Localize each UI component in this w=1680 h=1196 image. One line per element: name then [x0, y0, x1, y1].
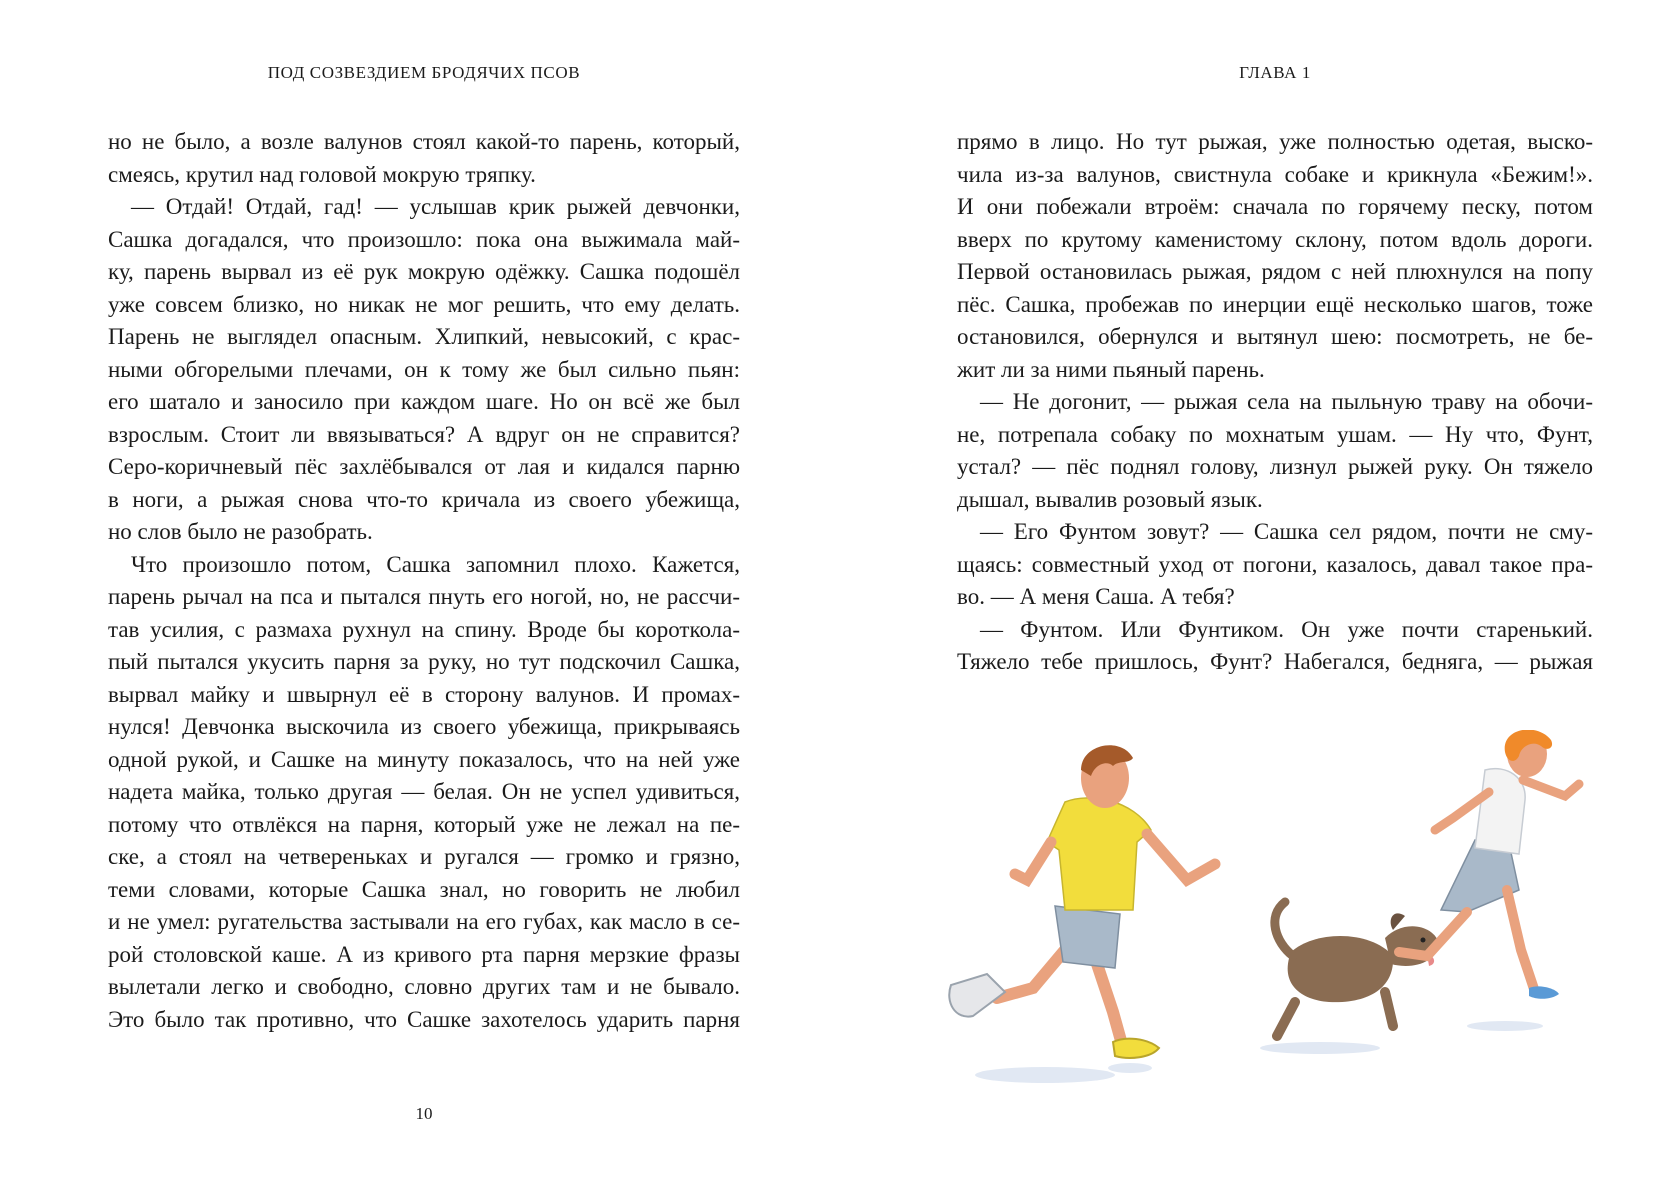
text-line: парень рычал на пса и пытался пнуть его ногой, но, не рассчи-: [108, 584, 740, 609]
text-line: И они побежали втроём: сначала по горячему песку, потом: [957, 194, 1593, 219]
text-line: пый пытался укусить парня за руку, но тут подскочил Сашка,: [108, 649, 740, 674]
text-line: надета майка, только другая — белая. Он не успел удивиться,: [108, 779, 740, 804]
text-line: ными обгорелыми плечами, он к тому же был сильно пьян:: [108, 356, 740, 382]
text-line: вверх по крутому каменистому склону, потом вдоль дороги.: [957, 226, 1593, 252]
text-line: Что произошло потом, Сашка запомнил плохо. Кажется,: [131, 551, 740, 577]
right-page: [840, 0, 1680, 1196]
text-line: дышал, вывалив розовый язык.: [957, 486, 1263, 512]
text-line: потому что отвлёкся на парня, который уже не лежал на пе-: [108, 811, 740, 837]
text-line: но слов было не разобрать.: [108, 519, 373, 544]
text-line: тав усилия, с размаха рухнул на спину. Вроде бы коротколa-: [108, 616, 740, 642]
text-line: во. — А меня Саша. А тебя?: [957, 584, 1235, 609]
text-line: ске, а стоял на четвереньках и ругался — громко и грязно,: [108, 844, 740, 869]
text-line: но не было, а возле валунов стоял какой-то парень, который,: [108, 129, 740, 154]
running-children-illustration: [915, 730, 1605, 1110]
text-line: пёс. Сашка, пробежав по инерции ещё несколько шагов, тоже: [957, 291, 1593, 317]
text-line: его шатало и заносило при каждом шаге. Но он всё же был: [108, 389, 740, 414]
dog-figure: [1275, 902, 1439, 1036]
running-head-book-title: ПОД СОЗВЕЗДИЕМ БРОДЯЧИХ ПСОВ: [267, 63, 581, 82]
text-line: одной рукой, и Сашке на минуту показалось, что на ней уже: [108, 746, 740, 772]
text-line: — Не догонит, — рыжая села на пыльную траву на обочи-: [980, 389, 1593, 414]
text-line: смеясь, крутил над головой мокрую тряпку.: [108, 161, 536, 187]
boy-figure: [949, 745, 1215, 1058]
text-line: Сашка догадался, что произошло: пока она выжимала май-: [108, 226, 740, 252]
text-line: уже совсем близко, но никак не мог решить, что ему делать.: [108, 291, 740, 317]
text-line: в ноги, а рыжая снова что-то кричала из своего убежища,: [108, 486, 740, 512]
text-line: щаясь: совместный уход от погони, казалось, давал такое пра-: [957, 551, 1593, 577]
text-line: — Его Фунтом зовут? — Сашка сел рядом, почти не сму-: [980, 519, 1593, 544]
text-line: нулся! Девчонка выскочила из своего убежища, прикрываясь: [108, 714, 740, 739]
text-line: не, потрепала собаку по мохнатым ушам. — Ну что, Фунт,: [957, 421, 1593, 447]
text-line: ку, парень вырвал из её рук мокрую одёжку. Сашка подошёл: [108, 259, 740, 284]
text-line: вылетали легко и свободно, словно других там и не бывало.: [108, 974, 740, 999]
text-line: — Фунтом. Или Фунтиком. Он уже почти старенький.: [980, 616, 1593, 642]
page-number: 10: [415, 1104, 433, 1123]
running-head-chapter: ГЛАВА 1: [1239, 63, 1311, 82]
text-line: Тяжело тебе пришлось, Фунт? Набегался, бедняга, — рыжая: [957, 649, 1593, 674]
text-line: Первой остановилась рыжая, рядом с ней плюхнулся на попу: [957, 259, 1593, 284]
text-line: остановился, обернулся и вытянул шею: посмотреть, не бе-: [957, 324, 1593, 349]
left-text-block: [108, 126, 740, 1036]
text-line: жит ли за ними пьяный парень.: [957, 356, 1265, 382]
text-line: вырвал майку и швырнул её в сторону валунов. И промах-: [108, 681, 740, 707]
text-line: Парень не выглядел опасным. Хлипкий, невысокий, с крас-: [108, 324, 740, 349]
text-line: чила из-за валунов, свистнула собаке и крикнула «Бежим!».: [957, 161, 1593, 187]
ground-shadows: [975, 1021, 1543, 1083]
text-line: — Отдай! Отдай, гад! — услышав крик рыжей девчонки,: [131, 194, 740, 219]
text-line: Это было так противно, что Сашке захотелось ударить парня: [108, 1006, 740, 1032]
text-line: и не умел: ругательства застывали на его губах, как масло в се-: [108, 909, 740, 934]
text-line: рой столовской каше. А из кривого рта парня мерзкие фразы: [108, 941, 740, 967]
girl-figure: [1399, 730, 1579, 999]
text-line: устал? — пёс поднял голову, лизнул рыжей руку. Он тяжело: [957, 454, 1593, 479]
text-line: прямо в лицо. Но тут рыжая, уже полностью одетая, выско-: [957, 129, 1593, 154]
text-line: теми словами, которые Сашка знал, но говорить не любил: [108, 876, 740, 902]
right-text-block: [957, 126, 1593, 679]
text-line: взрослым. Стоит ли ввязываться? А вдруг он не справится?: [108, 421, 740, 447]
text-line: Серо-коричневый пёс захлёбывался от лая и кидался парню: [108, 454, 740, 479]
